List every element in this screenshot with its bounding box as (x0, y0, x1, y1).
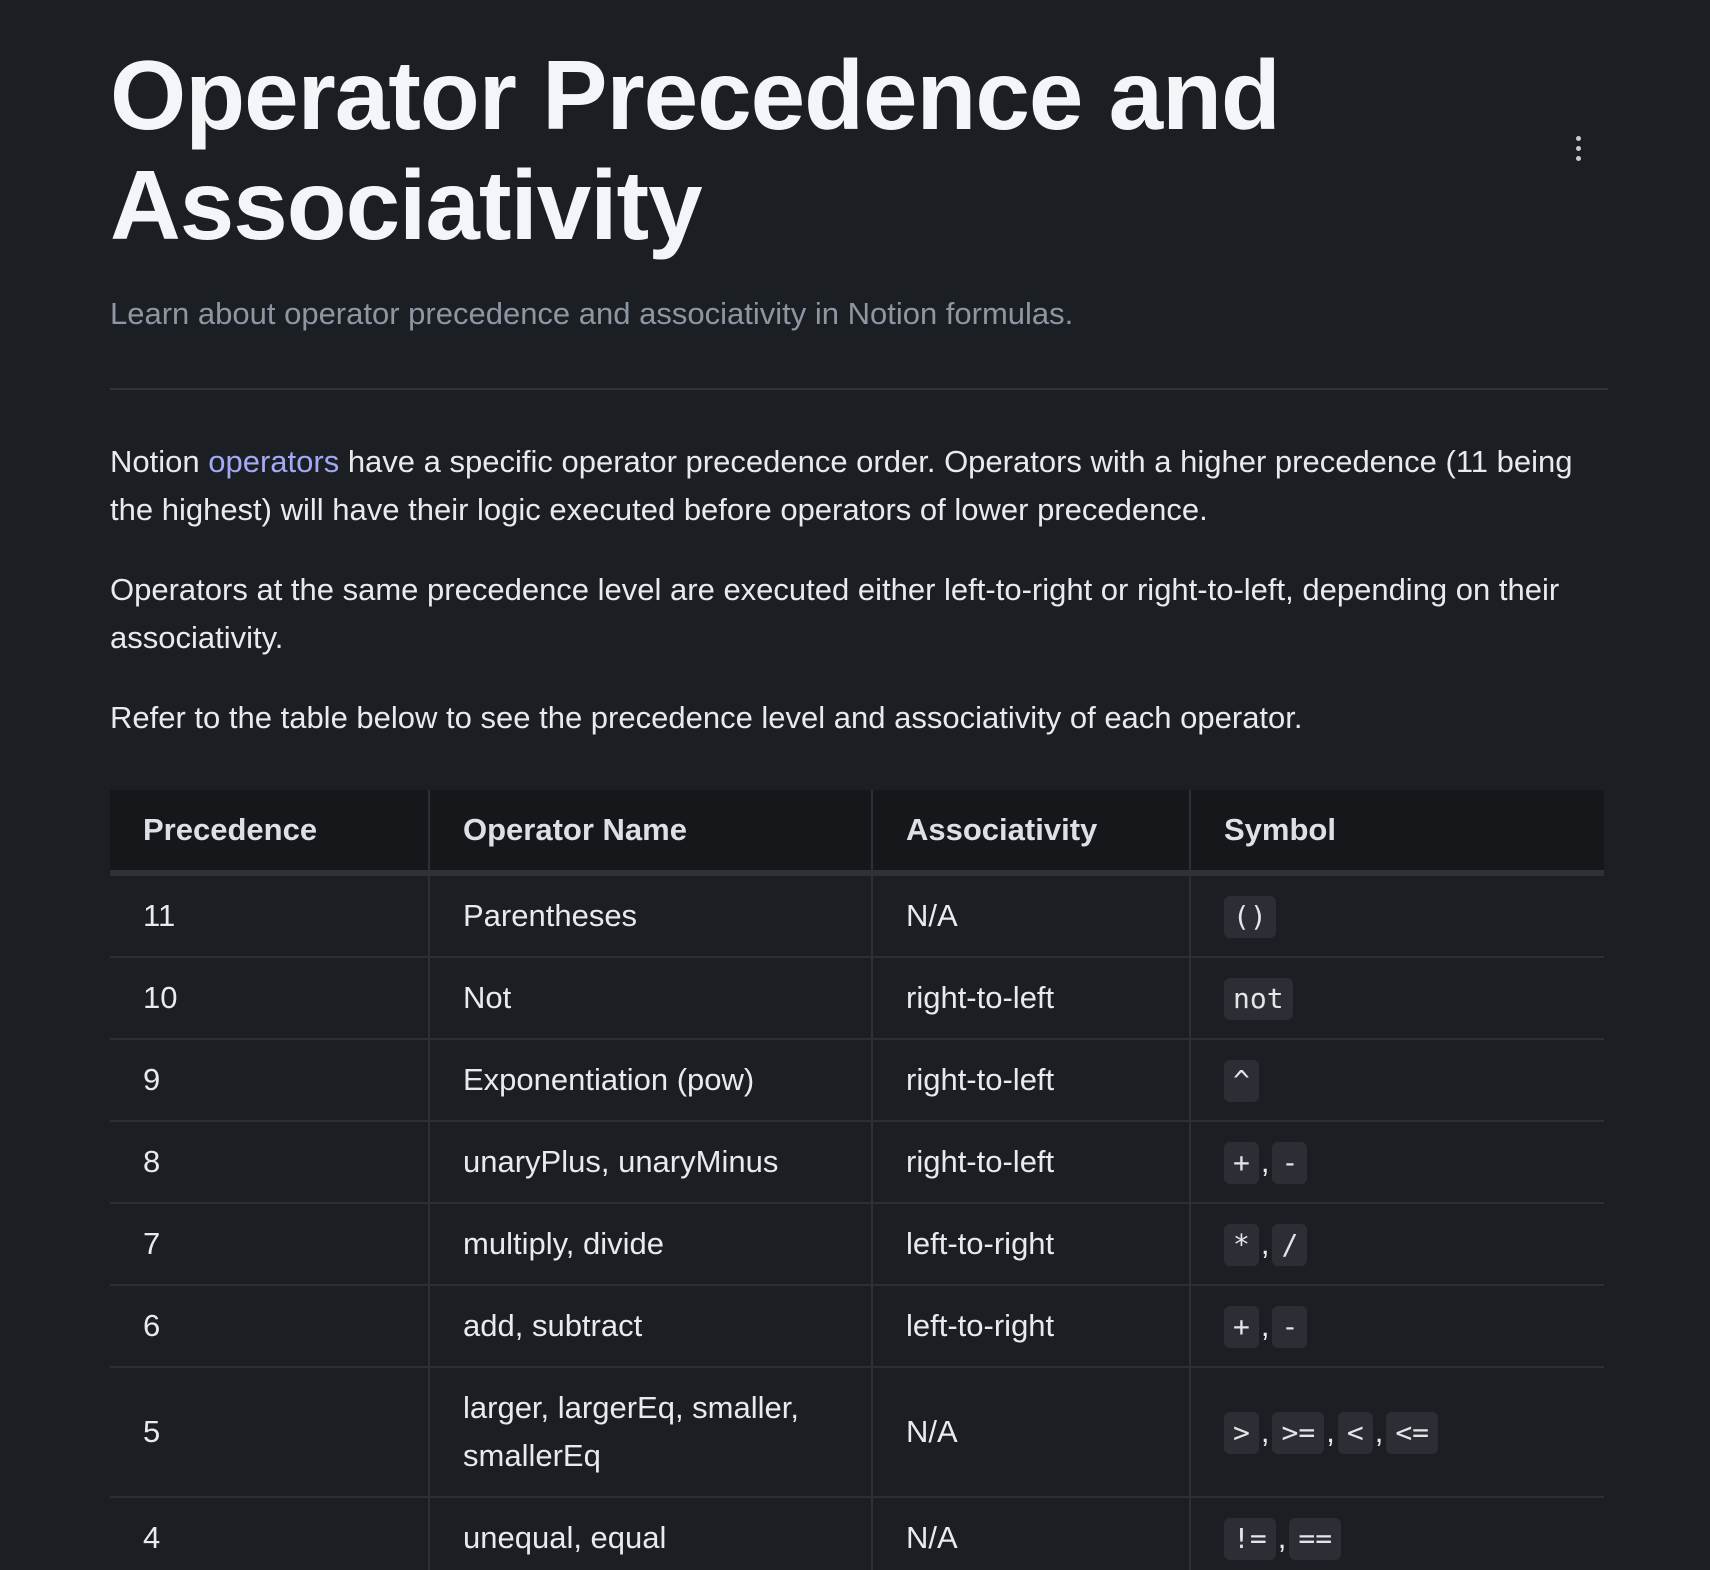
cell-precedence: 8 (110, 1121, 429, 1203)
symbol-code: != (1224, 1518, 1276, 1560)
cell-associativity: right-to-left (872, 957, 1190, 1039)
cell-associativity: N/A (872, 873, 1190, 957)
table-row (110, 873, 1604, 957)
cell-associativity: left-to-right (872, 1203, 1190, 1285)
page-title-line-2: Associativity (110, 150, 702, 260)
cell-symbol (1190, 1039, 1604, 1121)
table-row (110, 1121, 1604, 1203)
table-row (110, 1285, 1604, 1367)
cell-operator-name: larger, largerEq, smaller, smallerEq (429, 1367, 872, 1497)
symbol-code: ^ (1224, 1060, 1259, 1102)
symbol-code: - (1272, 1306, 1307, 1348)
intro-text: Notion (110, 444, 209, 479)
cell-symbol: + , - (1190, 1121, 1604, 1203)
symbol-code: + (1224, 1142, 1259, 1184)
page-subtitle: Learn about operator precedence and associativity in Notion formulas. (110, 296, 1074, 331)
symbol-code: + (1224, 1306, 1259, 1348)
cell-associativity: left-to-right (872, 1285, 1190, 1367)
cell-precedence: 9 (110, 1039, 429, 1121)
precedence-table (110, 790, 1604, 1570)
symbol-code: <= (1386, 1412, 1438, 1454)
cell-precedence: 6 (110, 1285, 429, 1367)
more-vertical-icon (1576, 136, 1581, 141)
cell-associativity: N/A (872, 1367, 1190, 1497)
column-header-associativity: Associativity (872, 790, 1190, 873)
cell-operator-name: Parentheses (429, 873, 872, 957)
cell-precedence: 10 (110, 957, 429, 1039)
page-title-line-1: Operator Precedence and (110, 40, 1280, 150)
cell-associativity: right-to-left (872, 1039, 1190, 1121)
cell-operator-name: unequal, equal (429, 1497, 872, 1570)
intro-text: have a specific operator precedence order. Operators with a higher precedence (11 being the highest) will have their logic executed before operators of lower precedence. (110, 444, 1573, 527)
cell-operator-name: Not (429, 957, 872, 1039)
table-row (110, 1039, 1604, 1121)
column-header-operator-name: Operator Name (429, 790, 872, 873)
symbol-code: / (1272, 1224, 1307, 1266)
intro-paragraph-2: Operators at the same precedence level are executed either left-to-right or right-to-left, depending on their associativity. (110, 572, 1560, 655)
table-row (110, 1367, 1604, 1497)
symbol-code: >= (1272, 1412, 1324, 1454)
intro-paragraph-3: Refer to the table below to see the precedence level and associativity of each operator. (110, 700, 1303, 735)
cell-precedence: 7 (110, 1203, 429, 1285)
cell-operator-name: add, subtract (429, 1285, 872, 1367)
symbol-code: () (1224, 896, 1276, 938)
cell-symbol: > , >= , < , <= (1190, 1367, 1604, 1497)
cell-operator-name: multiply, divide (429, 1203, 872, 1285)
symbol-code: == (1289, 1518, 1341, 1560)
cell-operator-name: unaryPlus, unaryMinus (429, 1121, 872, 1203)
symbol-code: < (1338, 1412, 1373, 1454)
column-header-precedence: Precedence (110, 790, 429, 873)
cell-associativity: N/A (872, 1497, 1190, 1570)
table-row (110, 957, 1604, 1039)
column-header-symbol: Symbol (1190, 790, 1604, 873)
operators-link[interactable]: operators (208, 444, 340, 479)
intro-paragraph-1 (110, 438, 1608, 534)
divider (110, 388, 1608, 390)
symbol-code: - (1272, 1142, 1307, 1184)
more-vertical-icon-dot (1576, 156, 1581, 161)
page-title (110, 40, 1410, 260)
symbol-code: * (1224, 1224, 1259, 1266)
cell-symbol: + , - (1190, 1285, 1604, 1367)
table-row (110, 1203, 1604, 1285)
symbol-code: not (1224, 978, 1293, 1020)
cell-symbol: * , / (1190, 1203, 1604, 1285)
cell-symbol (1190, 873, 1604, 957)
table-row (110, 1497, 1604, 1570)
symbol-code: > (1224, 1412, 1259, 1454)
cell-symbol (1190, 957, 1604, 1039)
more-options-button[interactable] (1560, 126, 1596, 170)
cell-operator-name: Exponentiation (pow) (429, 1039, 872, 1121)
more-vertical-icon-dot (1576, 146, 1581, 151)
cell-precedence: 11 (110, 873, 429, 957)
cell-precedence: 5 (110, 1367, 429, 1497)
cell-symbol: != , == (1190, 1497, 1604, 1570)
cell-associativity: right-to-left (872, 1121, 1190, 1203)
cell-precedence: 4 (110, 1497, 429, 1570)
table-header-row (110, 790, 1604, 873)
